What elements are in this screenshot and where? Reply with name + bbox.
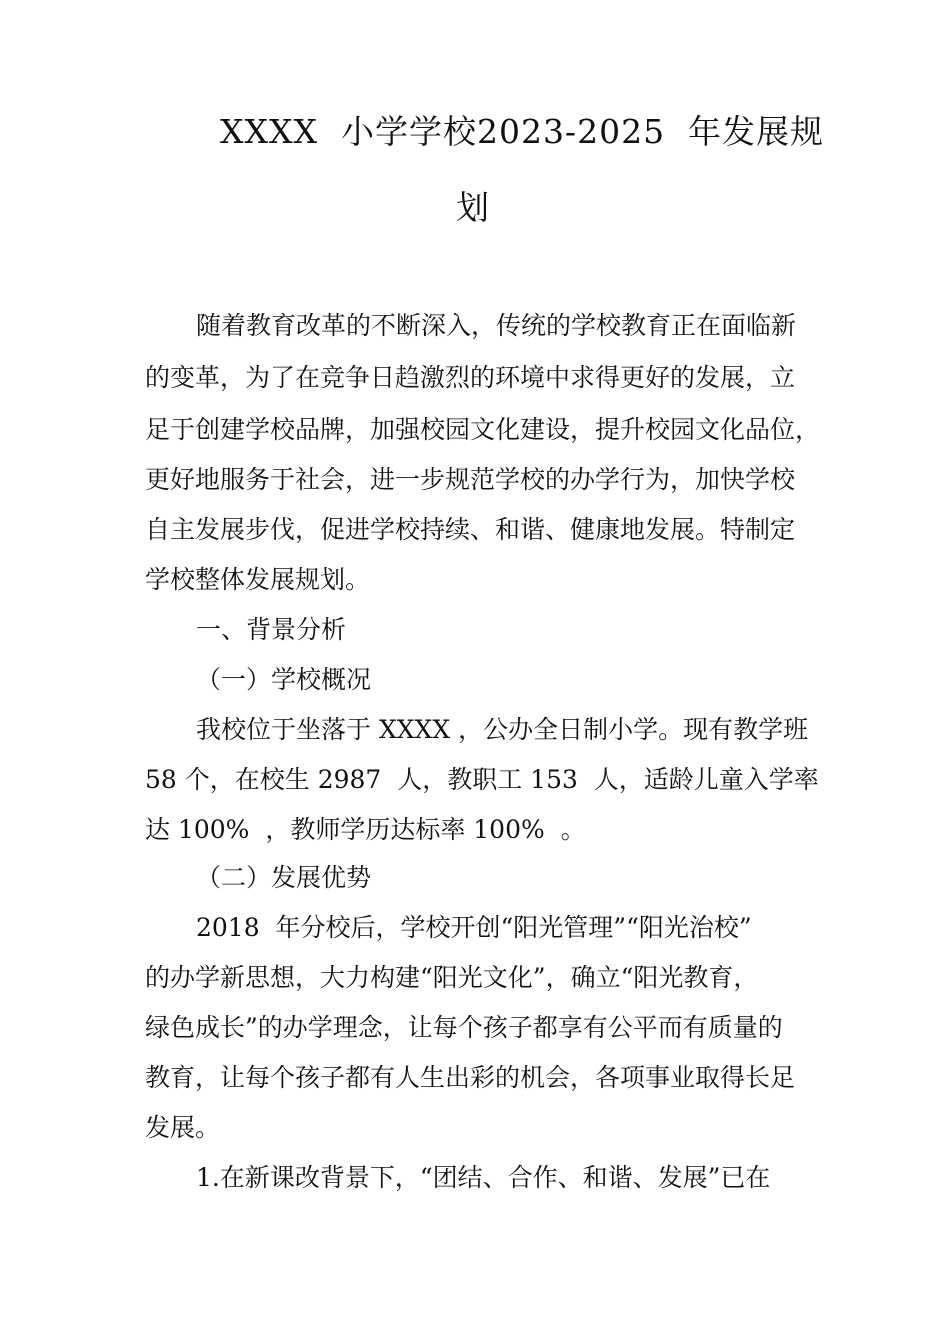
subsection-heading: （一）学校概况 (196, 665, 372, 694)
paragraph-line: 学校整体发展规划。 (145, 565, 371, 594)
document-title-line-2: 划 (456, 188, 490, 227)
paragraph-line: 的变革，为了在竞争日趋激烈的环境中求得更好的发展，立 (145, 363, 796, 392)
paragraph-line: 足于创建学校品牌，加强校园文化建设，提升校园文化品位， (145, 415, 821, 444)
paragraph-line: 1.在新课改背景下，“团结、合作、和谐、发展”已在 (196, 1163, 771, 1192)
section-heading: 一、背景分析 (196, 615, 347, 644)
paragraph-line: 自主发展步伐，促进学校持续、和谐、健康地发展。特制定 (145, 515, 796, 544)
paragraph-line: 发展。 (145, 1113, 221, 1142)
paragraph-line: 绿色成长”的办学理念，让每个孩子都享有公平而有质量的 (145, 1013, 783, 1042)
paragraph-line: 随着教育改革的不断深入，传统的学校教育正在面临新 (196, 311, 797, 340)
paragraph-line: 我校位于坐落于 XXXX ，公办全日制小学。现有教学班 (196, 715, 809, 744)
paragraph-line: 58 个，在校生 2987 人，教职工 153 人，适龄儿童入学率 (145, 765, 819, 794)
document-title-line-1: XXXX 小学学校2023-2025 年发展规 (220, 112, 825, 151)
subsection-heading: （二）发展优势 (196, 863, 372, 892)
paragraph-line: 更好地服务于社会，进一步规范学校的办学行为，加快学校 (145, 465, 796, 494)
paragraph-line: 的办学新思想，大力构建“阳光文化”，确立“阳光教育， (145, 963, 759, 992)
paragraph-line: 达 100% ，教师学历达标率 100% 。 (145, 815, 586, 844)
paragraph-line: 教育，让每个孩子都有人生出彩的机会，各项事业取得长足 (145, 1063, 796, 1092)
paragraph-line: 2018 年分校后，学校开创“阳光管理”“阳光治校” (196, 913, 752, 942)
